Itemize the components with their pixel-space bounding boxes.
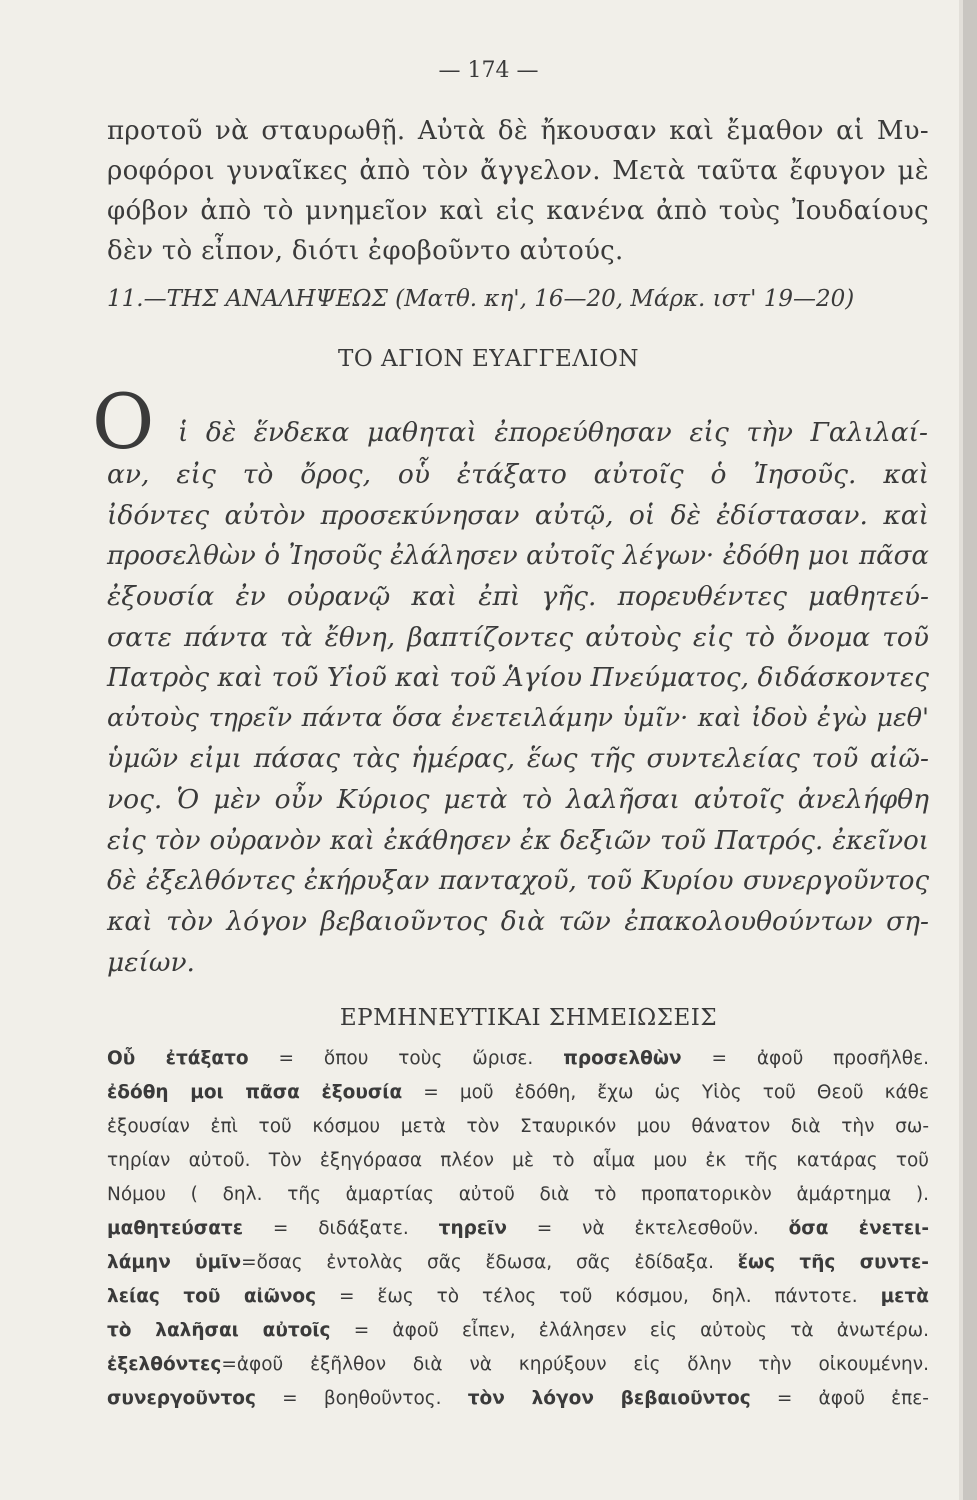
note-text: ἐξουσίαν ἐπὶ τοῦ κόσμου μετὰ τὸν Σταυρικόν μου θάνατον διὰ τὴν σω- <box>107 1116 929 1137</box>
gospel-line-14: μείων. <box>107 947 195 978</box>
gospel-line-9: ὑμῶν εἰμι πάσας τὰς ἡμέρας, ἕως τῆς συντελείας τοῦ αἰῶ- <box>107 743 929 774</box>
note-term: συνεργοῦντος <box>107 1388 256 1409</box>
note-line-11 <box>107 1390 929 1409</box>
gospel-line-4: προσελθὼν ὁ Ἰησοῦς ἐλάλησεν αὐτοῖς λέγων· ἐδόθη μοι πᾶσα <box>107 541 929 571</box>
note-term: Οὗ ἐτάξατο <box>107 1048 249 1069</box>
note-text: Νόμου ( δηλ. τῆς ἁμαρτίας αὐτοῦ διὰ τὸ προπατορικὸν ἁμάρτημα ). <box>107 1184 929 1205</box>
note-text: = νὰ ἐκτελεσθοῦν. <box>506 1218 789 1239</box>
note-term: ἕως τῆς συντε- <box>737 1252 929 1273</box>
gospel-line-7: Πατρὸς καὶ τοῦ Υἱοῦ καὶ τοῦ Ἁγίου Πνεύματος, διδάσκοντες <box>107 662 929 693</box>
note-term: τὸν λόγον βεβαιοῦντος <box>467 1388 751 1409</box>
section-title: 11.—ΤΗΣ ΑΝΑΛΗΨΕΩΣ (Ματθ. κη', 16—20, Μάρκ. ιστ' 19—20) <box>107 286 855 312</box>
gospel-line-6: σατε πάντα τὰ ἔθνη, βαπτίζοντες αὐτοὺς εἰς τὸ ὄνομα τοῦ <box>107 622 929 653</box>
note-line-2 <box>107 1084 929 1103</box>
gospel-line-2: αν, εἰς τὸ ὄρος, οὗ ἐτάξατο αὐτοῖς ὁ Ἰησοῦς. καὶ <box>107 459 929 490</box>
note-text: = ἀφοῦ ἐπε- <box>750 1388 929 1409</box>
gospel-line-5: ἐξουσία ἐν οὐρανῷ καὶ ἐπὶ γῆς. πορευθέντες μαθητεύ- <box>107 581 929 612</box>
note-term: ὅσα ἐνετει- <box>788 1218 929 1239</box>
intro-line-3: φόβον ἀπὸ τὸ μνημεῖον καὶ εἰς κανένα ἀπὸ τοὺς Ἰουδαίους <box>107 196 929 226</box>
note-line-6 <box>107 1220 929 1239</box>
note-text: = μοῦ ἐδόθη, ἔχω ὡς Υἱὸς τοῦ Θεοῦ κάθε <box>402 1082 929 1103</box>
drop-cap: Ο <box>92 377 155 466</box>
note-term: ἐδόθη μοι πᾶσα ἐξουσία <box>107 1082 403 1103</box>
note-line-1 <box>107 1050 929 1069</box>
gospel-line-10: νος. Ὁ μὲν οὖν Κύριος μετὰ τὸ λαλῆσαι αὐτοῖς ἀνελήφθη <box>107 784 929 815</box>
gospel-line-1: ἱ δὲ ἕνδεκα μαθηταὶ ἐπορεύθησαν εἰς τὴν Γαλιλαί- <box>178 417 928 448</box>
note-text: = ἀφοῦ εἶπεν, ἐλάλησεν εἰς αὐτοὺς τὰ ἀνωτέρω. <box>330 1320 929 1341</box>
note-line-3 <box>107 1118 929 1137</box>
note-term: τὸ λαλῆσαι αὐτοῖς <box>107 1320 331 1341</box>
note-term: λείας τοῦ αἰῶνος <box>107 1286 317 1307</box>
note-text: = ὅπου τοὺς ὥρισε. <box>248 1048 564 1069</box>
gospel-line-13: καὶ τὸν λόγον βεβαιοῦντος διὰ τῶν ἐπακολουθούντων ση- <box>107 906 929 937</box>
notes-heading: ΕΡΜΗΝΕΥΤΙΚΑΙ ΣΗΜΕΙΩΣΕΙΣ <box>339 1005 718 1031</box>
note-line-8 <box>107 1288 929 1307</box>
page-edge <box>963 0 977 1500</box>
note-line-10 <box>107 1356 929 1375</box>
note-text: = ἕως τὸ τέλος τοῦ κόσμου, δηλ. πάντοτε. <box>316 1286 881 1307</box>
note-line-4 <box>107 1152 929 1171</box>
note-term: ἐξελθόντες <box>107 1354 222 1375</box>
note-term: τηρεῖν <box>438 1218 507 1239</box>
note-line-5 <box>107 1186 929 1205</box>
gospel-line-11: εἰς τὸν οὐρανὸν καὶ ἐκάθησεν ἐκ δεξιῶν τοῦ Πατρός. ἐκεῖνοι <box>107 826 929 856</box>
note-text: = διδάξατε. <box>243 1218 439 1239</box>
note-text: τηρίαν αὐτοῦ. Τὸν ἐξηγόρασα πλέον μὲ τὸ αἷμα μου ἐκ τῆς κατάρας τοῦ <box>107 1150 929 1171</box>
gospel-heading: ΤΟ ΑΓΙΟΝ ΕΥΑΓΓΕΛΙΟΝ <box>338 346 639 372</box>
page-number: — 174 — <box>438 58 539 83</box>
note-term: μαθητεύσατε <box>107 1218 244 1239</box>
note-term: λάμην ὑμῖν <box>107 1252 242 1273</box>
note-text: =ὅσας ἐντολὰς σᾶς ἔδωσα, σᾶς ἐδίδαξα. <box>241 1252 738 1273</box>
intro-line-2: ροφόροι γυναῖκες ἀπὸ τὸν ἄγγελον. Μετὰ ταῦτα ἔφυγον μὲ <box>107 156 929 186</box>
gospel-line-8: αὐτοὺς τηρεῖν πάντα ὅσα ἐνετειλάμην ὑμῖν· καὶ ἰδοὺ ἐγὼ μεθ' <box>107 703 929 733</box>
note-term: μετὰ <box>880 1286 929 1307</box>
intro-line-1: προτοῦ νὰ σταυρωθῇ. Αὐτὰ δὲ ἤκουσαν καὶ ἔμαθον αἱ Μυ- <box>107 116 929 146</box>
note-text: = ἀφοῦ προσῆλθε. <box>681 1048 929 1069</box>
gospel-line-12: δὲ ἐξελθόντες ἐκήρυξαν πανταχοῦ, τοῦ Κυρίου συνεργοῦντος <box>107 866 929 896</box>
note-text: = βοηθοῦντος. <box>255 1388 468 1409</box>
note-term: προσελθὼν <box>563 1048 682 1069</box>
note-text: =ἀφοῦ ἐξῆλθον διὰ νὰ κηρύξουν εἰς ὅλην τὴν οἰκουμένην. <box>221 1354 929 1375</box>
note-line-9 <box>107 1322 929 1341</box>
gospel-line-3: ἰδόντες αὐτὸν προσεκύνησαν αὐτῷ, οἱ δὲ ἐδίστασαν. καὶ <box>107 500 929 531</box>
note-line-7 <box>107 1254 929 1273</box>
intro-line-4: δὲν τὸ εἶπον, διότι ἐφοβοῦντο αὐτούς. <box>107 236 624 266</box>
